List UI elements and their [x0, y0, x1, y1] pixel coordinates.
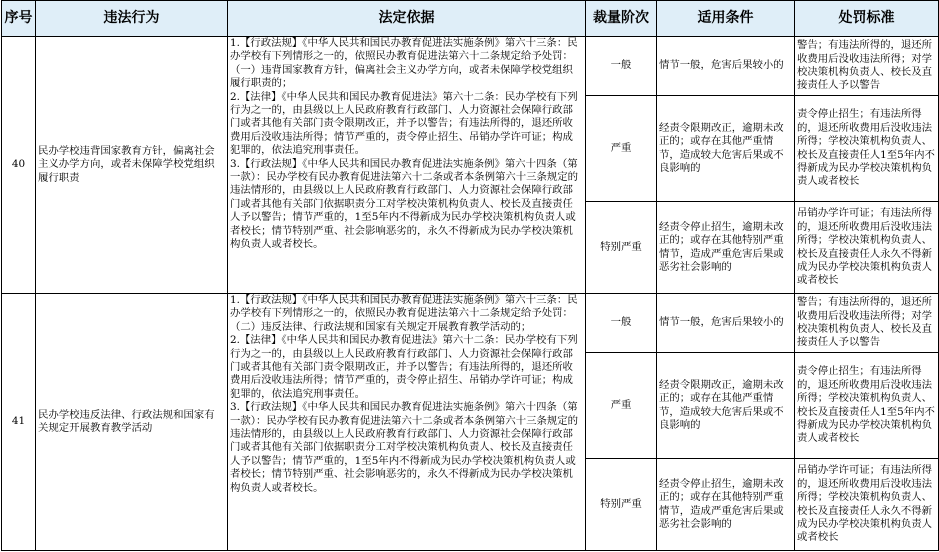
level-cell: 特别严重	[586, 459, 657, 551]
header-penalty-standard: 处罚标准	[795, 1, 939, 37]
violation-cell: 民办学校违反法律、行政法规和国家有关规定开展教育教学活动	[36, 294, 228, 551]
level-cell: 严重	[586, 353, 657, 459]
legal-basis-item: 3.【行政法规】《中华人民共和国民办教育促进法实施条例》第六十四条（第一款）：民办学校有民办教育促进法第六十二条或者本条例第六十三条规定的违法情形的，由县级以上人民政府教育行政部门、人力资源社会保障行政部门或者其他有关部门依据职责分工对学校决策机构负责人、校长及直接责任人予以警告；情节严重的，1至5年内不得新成为民办学校决策机构负责人或者校长；情节特别严重、社会影响恶劣的，永久不得新成为民办学校决策机构负责人或者校长。	[230, 401, 579, 494]
condition-cell: 经责令限期改正，逾期未改正的；或存在其他严重情节，造成较大危害后果或不良影响的	[657, 96, 795, 202]
level-cell: 严重	[586, 96, 657, 202]
condition-cell: 经责令停止招生，逾期未改正的；或存在其他特别严重情节，造成严重危害后果或恶劣社会影响的	[657, 202, 795, 294]
legal-basis-item: 1.【行政法规】《中华人民共和国民办教育促进法实施条例》第六十三条：民办学校有下列情形之一的，依照民办教育促进法第六十二条规定给予处罚：（一）违背国家教育方针，偏离社会主义办学方向，或者未保障学校党组织履行职责的；	[230, 37, 578, 90]
legal-basis-item: 1.【行政法规】《中华人民共和国民办教育促进法实施条例》第六十三条：民办学校有下列情形之一的，依照民办教育促进法第六十二条规定给予处罚：（二）违反法律、行政法规和国家有关规定开展教育教学活动的；	[230, 294, 578, 333]
header-discretion-level: 裁量阶次	[586, 1, 657, 37]
header-violation: 违法行为	[36, 1, 228, 37]
condition-cell: 情节一般，危害后果较小的	[657, 37, 795, 96]
legal-basis-item: 3.【行政法规】《中华人民共和国民办教育促进法实施条例》第六十四条（第一款）：民办学校有民办教育促进法第六十二条或者本条例第六十三条规定的违法情形的，由县级以上人民政府教育行政部门、人力资源社会保障行政部门或者其他有关部门依据职责分工对学校决策机构负责人、校长及直接责任人予以警告；情节严重的，1至5年内不得新成为民办学校决策机构负责人或者校长；情节特别严重、社会影响恶劣的，永久不得新成为民办学校决策机构负责人或者校长。	[230, 157, 579, 251]
table-header-row	[2, 1, 939, 37]
penalty-standards-table	[1, 0, 939, 551]
header-legal-basis: 法定依据	[228, 1, 586, 37]
legal-basis-cell	[228, 37, 586, 294]
row-number: 41	[2, 294, 36, 551]
condition-cell: 经责令停止招生，逾期未改正的；或存在其他特别严重情节，造成严重危害后果或恶劣社会影响的	[657, 459, 795, 551]
standard-cell: 警告；有违法所得的，退还所收费用后没收违法所得；对学校决策机构负责人、校长及直接责任人予以警告	[795, 294, 939, 353]
level-cell: 一般	[586, 294, 657, 353]
legal-basis-cell	[228, 294, 586, 551]
standard-cell: 责令停止招生；有违法所得的，退还所收费用后没收违法所得；学校决策机构负责人、校长及直接责任人1至5年内不得新成为民办学校决策机构负责人或者校长	[795, 96, 939, 202]
level-cell: 一般	[586, 37, 657, 96]
level-cell: 特别严重	[586, 202, 657, 294]
row-number: 40	[2, 37, 36, 294]
standard-cell: 吊销办学许可证；有违法所得的，退还所收费用后没收违法所得；学校决策机构负责人、校长及直接责任人永久不得新成为民办学校决策机构负责人或者校长	[795, 459, 939, 551]
standard-cell: 责令停止招生；有违法所得的，退还所收费用后没收违法所得；学校决策机构负责人、校长及直接责任人1至5年内不得新成为民办学校决策机构负责人或者校长	[795, 353, 939, 459]
standard-cell: 吊销办学许可证；有违法所得的，退还所收费用后没收违法所得；学校决策机构负责人、校长及直接责任人永久不得新成为民办学校决策机构负责人或者校长	[795, 202, 939, 294]
legal-basis-item: 2.【法律】《中华人民共和国民办教育促进法》第六十二条：民办学校有下列行为之一的，由县级以上人民政府教育行政部门、人力资源社会保障行政部门或者其他有关部门责令限期改正，并予以警告；有违法所得的，退还所收费用后没收违法所得；情节严重的，责令停止招生、吊销办学许可证；构成犯罪的，依法追究刑事责任。	[230, 90, 578, 157]
condition-cell: 情节一般，危害后果较小的	[657, 294, 795, 353]
header-applicable-condition: 适用条件	[657, 1, 795, 37]
legal-basis-item: 2.【法律】《中华人民共和国民办教育促进法》第六十二条：民办学校有下列行为之一的，由县级以上人民政府教育行政部门、人力资源社会保障行政部门或者其他有关部门责令限期改正，并予以警告；有违法所得的，退还所收费用后没收违法所得；情节严重的，责令停止招生、吊销办学许可证；构成犯罪的，依法追究刑事责任。	[230, 334, 578, 400]
table-row	[2, 294, 939, 353]
header-number: 序号	[2, 1, 36, 37]
violation-cell: 民办学校违背国家教育方针，偏离社会主义办学方向，或者未保障学校党组织履行职责	[36, 37, 228, 294]
condition-cell: 经责令限期改正，逾期未改正的；或存在其他严重情节，造成较大危害后果或不良影响的	[657, 353, 795, 459]
standard-cell: 警告；有违法所得的，退还所收费用后没收违法所得；对学校决策机构负责人、校长及直接责任人予以警告	[795, 37, 939, 96]
table-row	[2, 37, 939, 96]
